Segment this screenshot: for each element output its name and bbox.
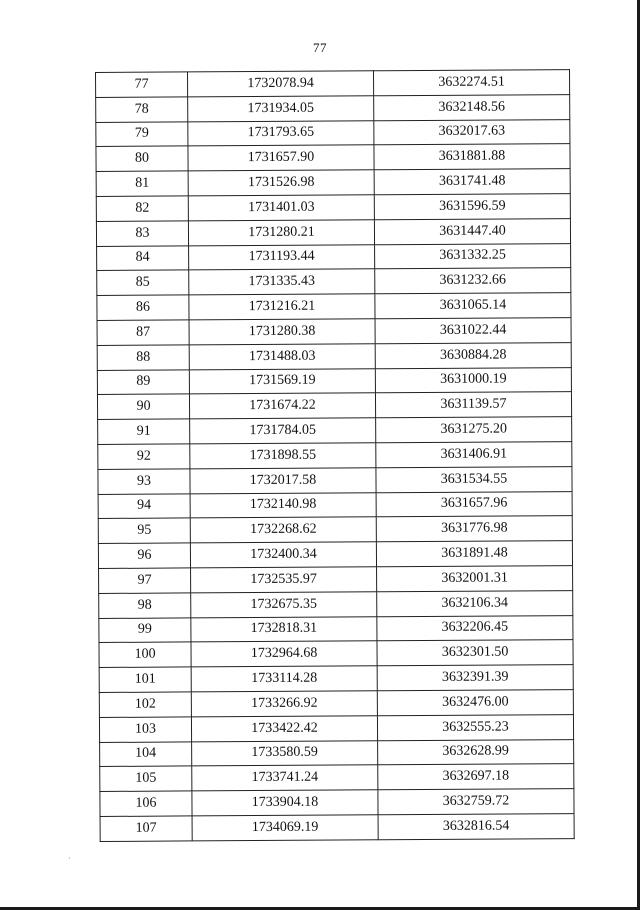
table-row (96, 94, 570, 122)
x-coordinate-cell: 1731401.03 (188, 195, 374, 221)
point-number-cell: 77 (96, 72, 188, 97)
x-coordinate-cell: 1731784.05 (190, 418, 376, 444)
y-coordinate-cell: 3631881.88 (374, 144, 570, 170)
x-coordinate-cell: 1733422.42 (191, 716, 377, 742)
point-number-cell: 104 (100, 741, 192, 766)
table-row (98, 516, 572, 544)
point-number-cell: 95 (98, 518, 190, 543)
table-row (99, 690, 573, 718)
x-coordinate-cell: 1731898.55 (190, 443, 376, 469)
point-number-cell: 99 (99, 617, 191, 642)
point-number-cell: 94 (98, 493, 190, 518)
x-coordinate-cell: 1732964.68 (191, 641, 377, 667)
point-number-cell: 80 (96, 146, 188, 171)
table-row (97, 318, 571, 346)
y-coordinate-cell: 3631534.55 (376, 466, 572, 492)
table-row (96, 119, 570, 147)
point-number-cell: 101 (99, 667, 191, 692)
x-coordinate-cell: 1732017.58 (190, 468, 376, 494)
x-coordinate-cell: 1732535.97 (191, 567, 377, 593)
table-row (96, 144, 570, 172)
table-row (98, 417, 572, 445)
x-coordinate-cell: 1731280.21 (188, 220, 374, 246)
y-coordinate-cell: 3631332.25 (375, 243, 571, 269)
y-coordinate-cell: 3631232.66 (375, 268, 571, 294)
y-coordinate-cell: 3632759.72 (378, 789, 574, 815)
y-coordinate-cell: 3631741.48 (374, 169, 570, 195)
table-row (96, 218, 570, 246)
table-row (96, 70, 570, 98)
table-row (97, 243, 571, 271)
point-number-cell: 79 (96, 122, 188, 147)
coordinate-table (95, 69, 575, 842)
table-row (100, 789, 574, 817)
point-number-cell: 84 (97, 246, 189, 271)
scan-speck: · (68, 854, 71, 863)
point-number-cell: 107 (100, 816, 192, 841)
y-coordinate-cell: 3632206.45 (377, 615, 573, 641)
point-number-cell: 93 (98, 469, 190, 494)
y-coordinate-cell: 3630884.28 (375, 342, 571, 368)
x-coordinate-cell: 1732078.94 (188, 71, 374, 97)
table-row (98, 442, 572, 470)
x-coordinate-cell: 1731335.43 (189, 269, 375, 295)
table-row (99, 665, 573, 693)
point-number-cell: 87 (97, 320, 189, 345)
point-number-cell: 102 (99, 692, 191, 717)
table-row (97, 392, 571, 420)
y-coordinate-cell: 3632001.31 (377, 566, 573, 592)
x-coordinate-cell: 1732268.62 (190, 517, 376, 543)
point-number-cell: 89 (97, 369, 189, 394)
point-number-cell: 103 (99, 717, 191, 742)
point-number-cell: 78 (96, 97, 188, 122)
y-coordinate-cell: 3632476.00 (377, 690, 573, 716)
point-number-cell: 88 (97, 345, 189, 370)
x-coordinate-cell: 1733904.18 (192, 790, 378, 816)
y-coordinate-cell: 3632148.56 (374, 94, 570, 120)
y-coordinate-cell: 3632301.50 (377, 640, 573, 666)
y-coordinate-cell: 3631406.91 (376, 442, 572, 468)
point-number-cell: 96 (98, 543, 190, 568)
table-row (96, 169, 570, 197)
table-row (97, 293, 571, 321)
point-number-cell: 92 (98, 444, 190, 469)
table-row (97, 342, 571, 370)
point-number-cell: 100 (99, 642, 191, 667)
point-number-cell: 82 (96, 196, 188, 221)
point-number-cell: 83 (96, 221, 188, 246)
table-row (96, 194, 570, 222)
point-number-cell: 85 (97, 270, 189, 295)
table-row (100, 813, 574, 841)
x-coordinate-cell: 1731934.05 (188, 96, 374, 122)
y-coordinate-cell: 3631657.96 (376, 491, 572, 517)
x-coordinate-cell: 1733266.92 (191, 691, 377, 717)
page-number: 77 (313, 40, 327, 55)
point-number-cell: 86 (97, 295, 189, 320)
table-row (99, 640, 573, 668)
x-coordinate-cell: 1731657.90 (188, 145, 374, 171)
y-coordinate-cell: 3631139.57 (375, 392, 571, 418)
point-number-cell: 90 (97, 394, 189, 419)
y-coordinate-cell: 3631596.59 (374, 194, 570, 220)
point-number-cell: 98 (99, 593, 191, 618)
point-number-cell: 91 (98, 419, 190, 444)
point-number-cell: 97 (99, 568, 191, 593)
x-coordinate-cell: 1731193.44 (189, 244, 375, 270)
table-row (98, 466, 572, 494)
table-row (100, 739, 574, 767)
x-coordinate-cell: 1731526.98 (188, 170, 374, 196)
x-coordinate-cell: 1734069.19 (192, 815, 378, 841)
y-coordinate-cell: 3631065.14 (375, 293, 571, 319)
y-coordinate-cell: 3632391.39 (377, 665, 573, 691)
y-coordinate-cell: 3632274.51 (373, 70, 569, 96)
x-coordinate-cell: 1731569.19 (189, 368, 375, 394)
y-coordinate-cell: 3632555.23 (377, 714, 573, 740)
x-coordinate-cell: 1731280.38 (189, 319, 375, 345)
x-coordinate-cell: 1731216.21 (189, 294, 375, 320)
y-coordinate-cell: 3631022.44 (375, 318, 571, 344)
table-row (100, 764, 574, 792)
table-row (99, 566, 573, 594)
y-coordinate-cell: 3632017.63 (374, 119, 570, 145)
table-row (97, 268, 571, 296)
coordinate-table-body (96, 70, 575, 842)
x-coordinate-cell: 1731674.22 (189, 393, 375, 419)
point-number-cell: 105 (100, 766, 192, 791)
point-number-cell: 106 (100, 791, 192, 816)
y-coordinate-cell: 3631000.19 (375, 367, 571, 393)
point-number-cell: 81 (96, 171, 188, 196)
y-coordinate-cell: 3631891.48 (376, 541, 572, 567)
table-row (98, 491, 572, 519)
table-row (99, 615, 573, 643)
y-coordinate-cell: 3631776.98 (376, 516, 572, 542)
x-coordinate-cell: 1732400.34 (190, 542, 376, 568)
y-coordinate-cell: 3632816.54 (378, 813, 574, 839)
y-coordinate-cell: 3632106.34 (377, 590, 573, 616)
x-coordinate-cell: 1733114.28 (191, 666, 377, 692)
x-coordinate-cell: 1731793.65 (188, 120, 374, 146)
x-coordinate-cell: 1733580.59 (192, 740, 378, 766)
x-coordinate-cell: 1731488.03 (189, 344, 375, 370)
table-row (98, 541, 572, 569)
y-coordinate-cell: 3632628.99 (378, 739, 574, 765)
table-row (97, 367, 571, 395)
y-coordinate-cell: 3631447.40 (374, 218, 570, 244)
y-coordinate-cell: 3631275.20 (376, 417, 572, 443)
y-coordinate-cell: 3632697.18 (378, 764, 574, 790)
x-coordinate-cell: 1733741.24 (192, 765, 378, 791)
x-coordinate-cell: 1732818.31 (191, 616, 377, 642)
x-coordinate-cell: 1732140.98 (190, 492, 376, 518)
table-row (99, 590, 573, 618)
x-coordinate-cell: 1732675.35 (191, 592, 377, 618)
table-row (99, 714, 573, 742)
